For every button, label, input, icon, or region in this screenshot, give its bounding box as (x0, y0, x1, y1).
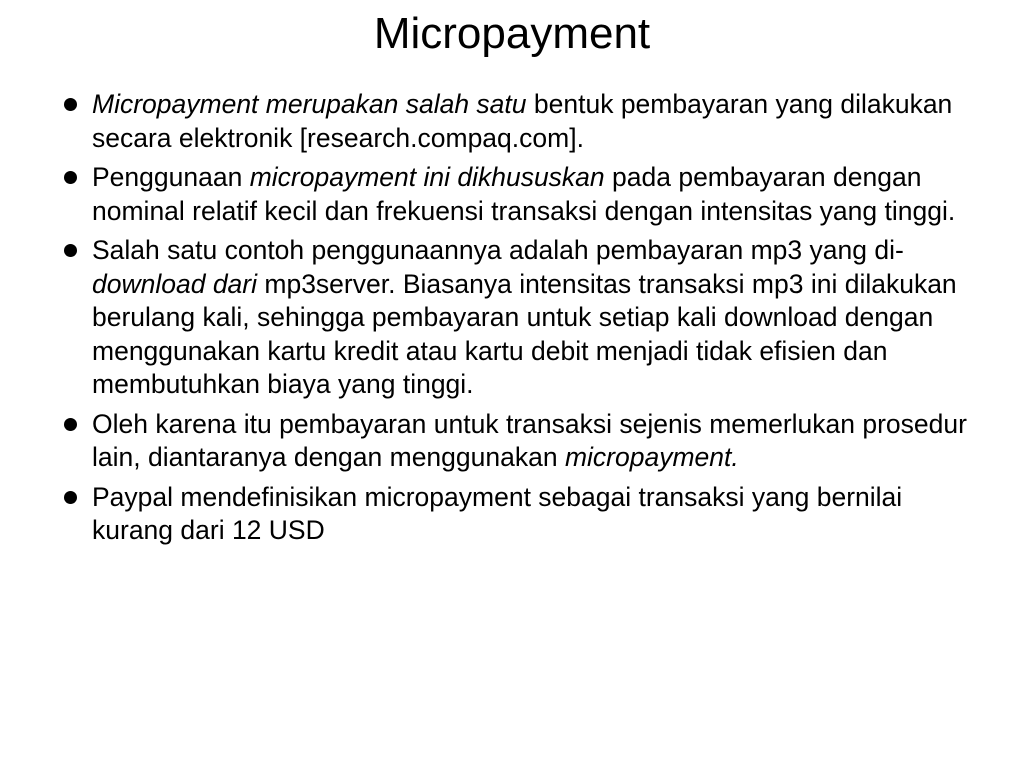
bullet-text-segment: Micropayment merupakan salah satu (92, 89, 527, 119)
bullet-text-segment: bentuk pembayaran yang dilakukan secara elektronik [research.compaq.com]. (92, 89, 953, 153)
bullet-text-segment: download dari (92, 268, 258, 299)
bullet-text-segment: Penggunaan (92, 162, 250, 192)
bullet-text-segment: micropayment ini dikhususkan (249, 162, 605, 192)
bullet-list (62, 88, 972, 554)
bullet-item (62, 408, 972, 475)
bullet-item (62, 481, 972, 548)
bullet-text-segment: Salah satu contoh penggunaannya adalah pembayaran mp3 yang di- (92, 235, 904, 265)
bullet-text-segment: mp3server. Biasanya intensitas transaksi mp3 ini dilakukan berulang kali, sehingga pembayaran untuk setiap kali download dengan menggunakan kartu kredit atau kartu debit menjadi tidak efisien dan membutuhkan biaya yang tinggi. (92, 268, 957, 399)
slide-title: Micropayment (373, 9, 651, 58)
bullet-item (62, 234, 972, 402)
bullet-text-segment: pada pembayaran dengan nominal relatif kecil dan frekuensi transaksi dengan intensitas yang tinggi. (92, 162, 956, 226)
bullet-text-segment: Oleh karena itu pembayaran untuk transaksi sejenis memerlukan prosedur lain, diantaranya dengan menggunakan (92, 408, 967, 472)
bullet-text-segment: micropayment. (564, 442, 739, 472)
bullet-text-segment: Paypal mendefinisikan micropayment sebagai transaksi yang bernilai kurang dari 12 USD (92, 481, 903, 545)
bullet-item (62, 88, 972, 155)
bullet-item (62, 161, 972, 228)
